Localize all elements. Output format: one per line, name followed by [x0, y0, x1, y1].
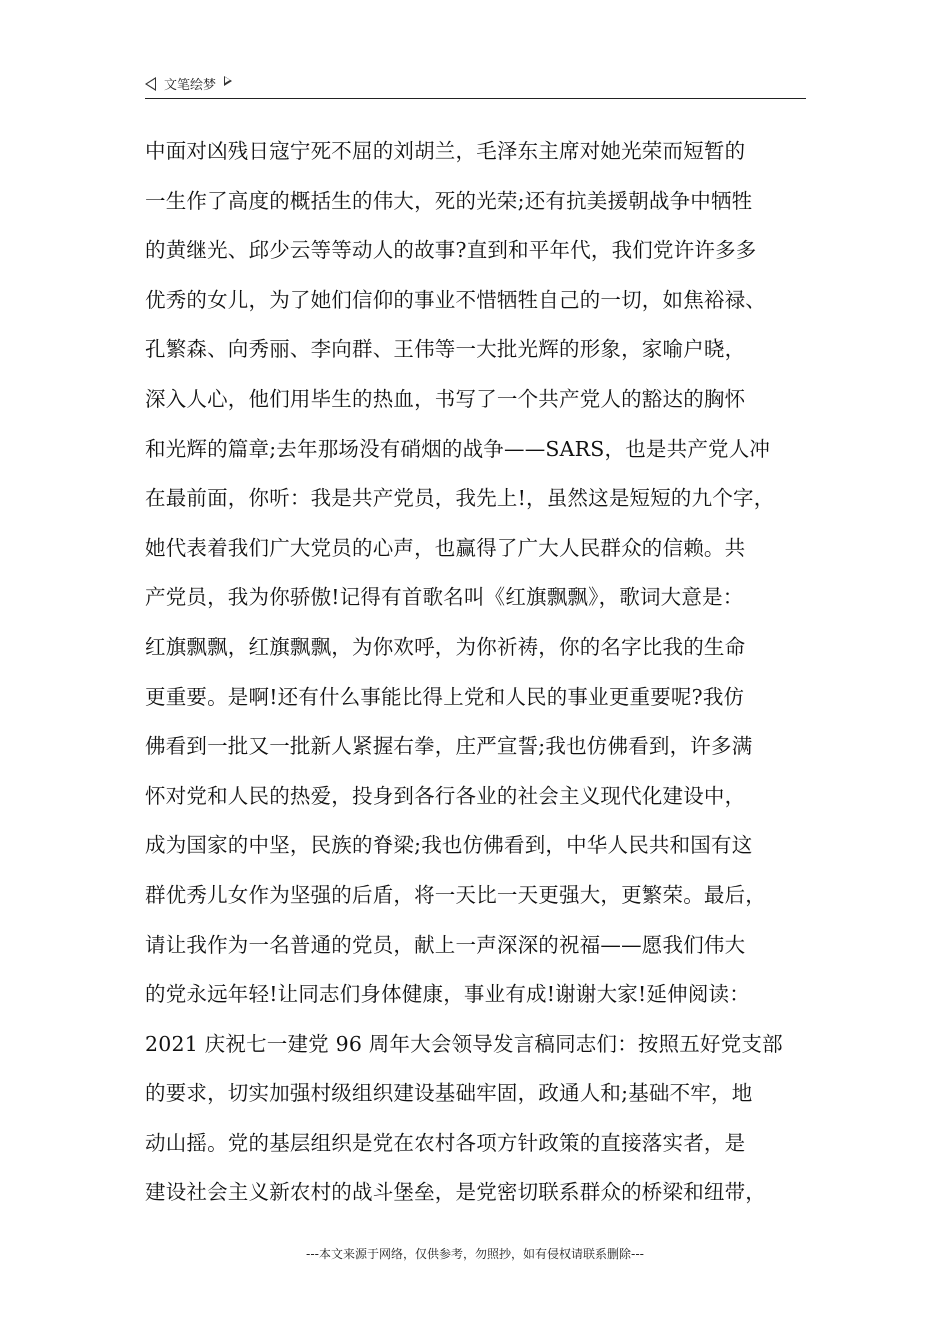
text-line: 和光辉的篇章;去年那场没有硝烟的战争——SARS，也是共产党人冲 — [145, 436, 771, 461]
text-line: 的要求，切实加强村级组织建设基础牢固，政通人和;基础不牢，地 — [145, 1081, 753, 1106]
footer-notice: ---本文来源于网络，仅供参考，勿照抄，如有侵权请联系删除--- — [306, 1247, 644, 1261]
brand-name: 文笔绘梦 — [164, 78, 217, 93]
text-line: 佛看到一批又一批新人紧握右拳，庄严宣誓;我也仿佛看到，许多满 — [145, 734, 753, 759]
text-line: 2021 庆祝七一建党 96 周年大会领导发言稿同志们：按照五好党支部 — [145, 1031, 783, 1056]
text-line: 群优秀儿女作为坚强的后盾，将一天比一天更强大，更繁荣。最后， — [145, 882, 766, 907]
text-line: 的黄继光、邱少云等等动人的故事?直到和平年代，我们党许许多多 — [145, 238, 757, 263]
text-line: 请让我作为一名普通的党员，献上一声深深的祝福——愿我们伟大 — [145, 932, 746, 957]
text-line: 怀对党和人民的热爱，投身到各行各业的社会主义现代化建设中， — [145, 783, 746, 808]
text-line: 的党永远年轻!让同志们身体健康，事业有成!谢谢大家!延伸阅读： — [145, 982, 750, 1007]
text-line: 孔繁森、向秀丽、李向群、王伟等一大批光辉的形象，家喻户晓， — [145, 337, 746, 362]
article-body — [145, 127, 825, 1218]
triangle-left-icon — [145, 77, 156, 91]
text-line: 动山摇。党的基层组织是党在农村各项方针政策的直接落实者，是 — [145, 1130, 746, 1155]
text-line: 中面对凶残日寇宁死不屈的刘胡兰，毛泽东主席对她光荣而短暂的 — [145, 139, 746, 163]
text-line: 更重要。是啊!还有什么事能比得上党和人民的事业更重要呢?我仿 — [145, 684, 745, 709]
text-line: 产党员，我为你骄傲!记得有首歌名叫《红旗飘飘》，歌词大意是： — [145, 585, 744, 610]
text-line: 红旗飘飘，红旗飘飘，为你欢呼，为你祈祷，你的名字比我的生命 — [145, 634, 746, 659]
text-line: 她代表着我们广大党员的心声，也赢得了广大人民群众的信赖。共 — [145, 535, 746, 560]
text-line: 成为国家的中坚，民族的脊梁;我也仿佛看到，中华人民共和国有这 — [145, 833, 753, 858]
brand — [145, 74, 232, 93]
text-line: 深入人心，他们用毕生的热血，书写了一个共产党人的豁达的胸怀 — [145, 386, 746, 411]
text-line: 建设社会主义新农村的战斗堡垒，是党密切联系群众的桥梁和纽带， — [145, 1180, 766, 1205]
text-line: 优秀的女儿，为了她们信仰的事业不惜牺牲自己的一切，如焦裕禄、 — [145, 287, 766, 312]
text-line: 在最前面，你听：我是共产党员，我先上!，虽然这是短短的九个字， — [145, 486, 775, 511]
page-header — [145, 72, 806, 99]
triangle-right-icon — [224, 76, 232, 86]
text-line: 一生作了高度的概括生的伟大，死的光荣;还有抗美援朝战争中牺牲 — [145, 188, 753, 213]
